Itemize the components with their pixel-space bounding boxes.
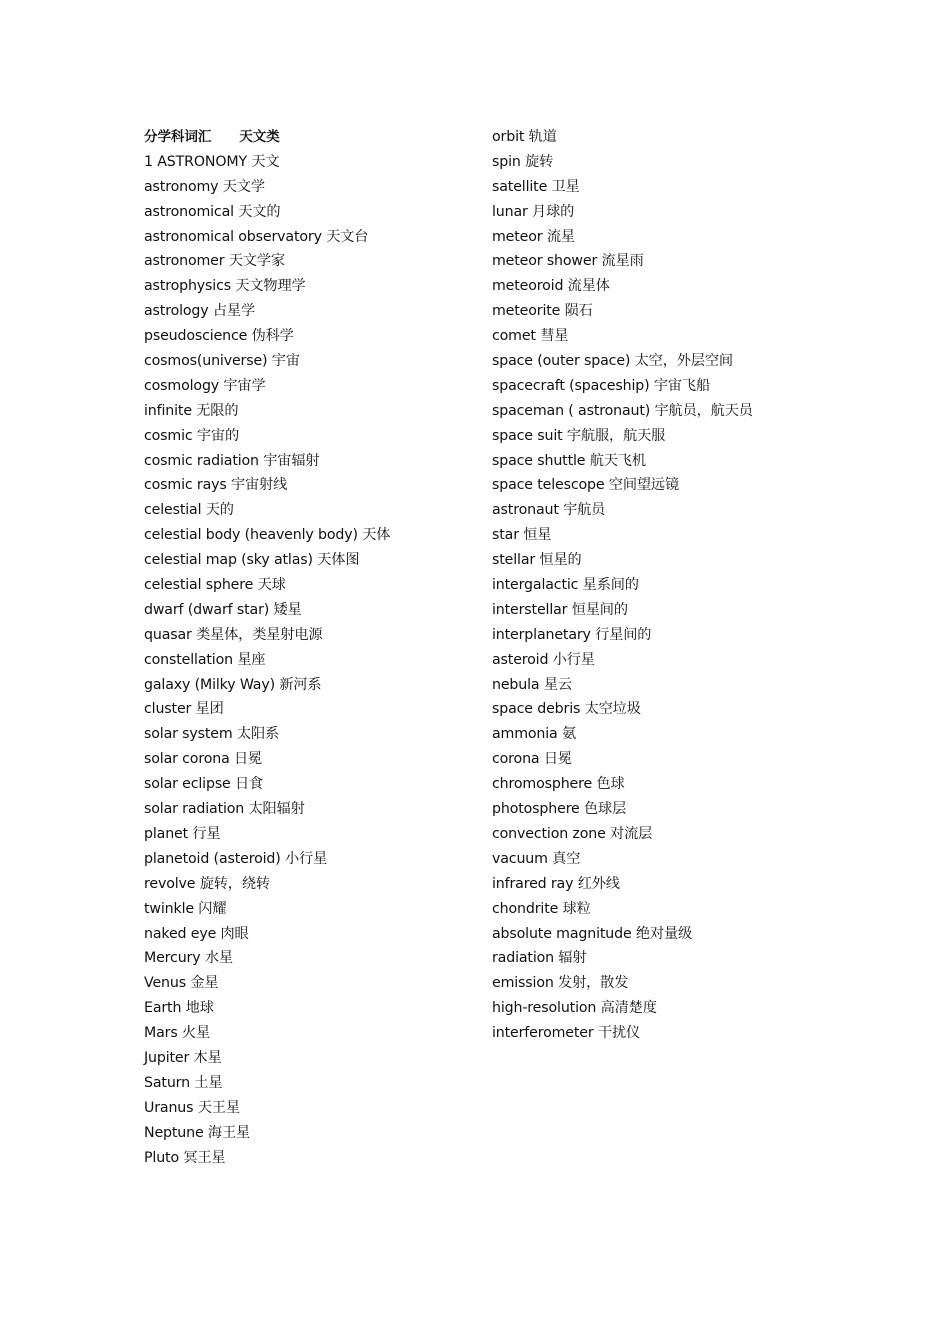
vocabulary-entry: lunar 月球的: [492, 203, 575, 220]
vocabulary-entry: astrology 占星学: [144, 303, 255, 320]
vocabulary-entry: intergalactic 星系间的: [492, 577, 639, 594]
vocabulary-entry: celestial body (heavenly body) 天体: [144, 527, 391, 544]
vocabulary-entry: Jupiter 木星: [144, 1049, 222, 1066]
vocabulary-entry: chromosphere 色球: [492, 776, 625, 793]
vocabulary-entry: planetoid (asteroid) 小行星: [144, 850, 328, 867]
vocabulary-entry: cosmic 宇宙的: [144, 427, 240, 444]
left-vocabulary-column: [144, 125, 464, 1170]
vocabulary-entry: asteroid 小行星: [492, 651, 595, 668]
heading-astronomy-category: 天文类: [239, 129, 280, 145]
vocabulary-entry: stellar 恒星的: [492, 552, 582, 569]
vocabulary-entry: astrophysics 天文物理学: [144, 278, 306, 295]
vocabulary-entry: constellation 星座: [144, 651, 266, 668]
vocabulary-entry: interferometer 干扰仪: [492, 1025, 641, 1042]
vocabulary-entry: Saturn 土星: [144, 1074, 223, 1091]
vocabulary-entry: astronomy 天文学: [144, 178, 265, 195]
vocabulary-entry: cosmic radiation 宇宙辐射: [144, 452, 320, 469]
vocabulary-entry: revolve 旋转，绕转: [144, 875, 270, 892]
vocabulary-entry: dwarf (dwarf star) 矮星: [144, 601, 302, 618]
vocabulary-entry: space suit 宇航服，航天服: [492, 427, 666, 444]
vocabulary-entry: pseudoscience 伪科学: [144, 328, 294, 345]
vocabulary-entry: vacuum 真空: [492, 850, 581, 867]
vocabulary-entry: Uranus 天王星: [144, 1099, 240, 1116]
vocabulary-entry: solar corona 日冕: [144, 751, 263, 768]
vocabulary-entry: Mars 火星: [144, 1025, 210, 1042]
vocabulary-entry: astronomer 天文学家: [144, 253, 285, 270]
vocabulary-entry: Earth 地球: [144, 1000, 214, 1017]
vocabulary-entry: convection zone 对流层: [492, 825, 653, 842]
vocabulary-entry: meteor 流星: [492, 228, 575, 245]
vocabulary-entry: solar system 太阳系: [144, 726, 280, 743]
vocabulary-entry: galaxy (Milky Way) 新河系: [144, 676, 322, 693]
vocabulary-entry: infinite 无限的: [144, 402, 239, 419]
vocabulary-entry: space shuttle 航天飞机: [492, 452, 646, 469]
vocabulary-entry: meteor shower 流星雨: [492, 253, 644, 270]
vocabulary-entry: ammonia 氨: [492, 726, 576, 743]
vocabulary-entry: infrared ray 红外线: [492, 875, 620, 892]
vocabulary-entry: star 恒星: [492, 527, 552, 544]
vocabulary-entry: spacecraft (spaceship) 宇宙飞船: [492, 377, 710, 394]
vocabulary-entry: celestial sphere 天球: [144, 577, 286, 594]
vocabulary-entry: Neptune 海王星: [144, 1124, 251, 1141]
vocabulary-entry: interstellar 恒星间的: [492, 601, 628, 618]
vocabulary-entry: cosmology 宇宙学: [144, 377, 266, 394]
vocabulary-entry: planet 行星: [144, 825, 221, 842]
vocabulary-entry: solar radiation 太阳辐射: [144, 801, 305, 818]
right-vocabulary-column: [492, 125, 872, 1046]
section-heading: [144, 125, 464, 150]
vocabulary-entry: cosmic rays 宇宙射线: [144, 477, 288, 494]
vocabulary-entry: naked eye 肉眼: [144, 925, 249, 942]
vocabulary-entry: corona 日冕: [492, 751, 572, 768]
vocabulary-entry: spaceman ( astronaut) 宇航员，航天员: [492, 402, 753, 419]
vocabulary-entry: orbit 轨道: [492, 129, 557, 145]
vocabulary-entry: satellite 卫星: [492, 178, 580, 195]
vocabulary-entry: space debris 太空垃圾: [492, 701, 641, 718]
vocabulary-entry: astronaut 宇航员: [492, 502, 606, 519]
vocabulary-entry: meteoroid 流星体: [492, 278, 610, 295]
vocabulary-entry: twinkle 闪耀: [144, 900, 227, 917]
vocabulary-entry: chondrite 球粒: [492, 900, 591, 917]
vocabulary-entry: nebula 星云: [492, 676, 572, 693]
vocabulary-entry: emission 发射，散发: [492, 975, 629, 992]
vocabulary-entry: spin 旋转: [492, 153, 554, 170]
vocabulary-entry: meteorite 陨石: [492, 303, 593, 320]
vocabulary-entry: photosphere 色球层: [492, 801, 627, 818]
vocabulary-entry: cosmos(universe) 宇宙: [144, 353, 300, 370]
vocabulary-entry: Mercury 水星: [144, 950, 233, 967]
vocabulary-entry: radiation 辐射: [492, 950, 587, 967]
vocabulary-entry: space (outer space) 太空，外层空间: [492, 353, 733, 370]
vocabulary-entry: space telescope 空间望远镜: [492, 477, 679, 494]
vocabulary-entry: solar eclipse 日食: [144, 776, 264, 793]
vocabulary-entry: absolute magnitude 绝对量级: [492, 925, 693, 942]
vocabulary-entry: comet 彗星: [492, 328, 569, 345]
vocabulary-entry: astronomical observatory 天文台: [144, 228, 369, 245]
vocabulary-entry: 1 ASTRONOMY 天文: [144, 153, 280, 170]
heading-subject-vocabulary: 分学科词汇: [144, 129, 212, 145]
vocabulary-entry: Pluto 冥王星: [144, 1149, 226, 1166]
vocabulary-entry: celestial 天的: [144, 502, 234, 519]
vocabulary-entry: high-resolution 高清楚度: [492, 1000, 657, 1017]
vocabulary-entry: Venus 金星: [144, 975, 219, 992]
vocabulary-entry: cluster 星团: [144, 701, 224, 718]
vocabulary-entry: quasar 类星体，类星射电源: [144, 626, 323, 643]
vocabulary-entry: celestial map (sky atlas) 天体图: [144, 552, 360, 569]
vocabulary-entry: astronomical 天文的: [144, 203, 281, 220]
vocabulary-entry: interplanetary 行星间的: [492, 626, 652, 643]
